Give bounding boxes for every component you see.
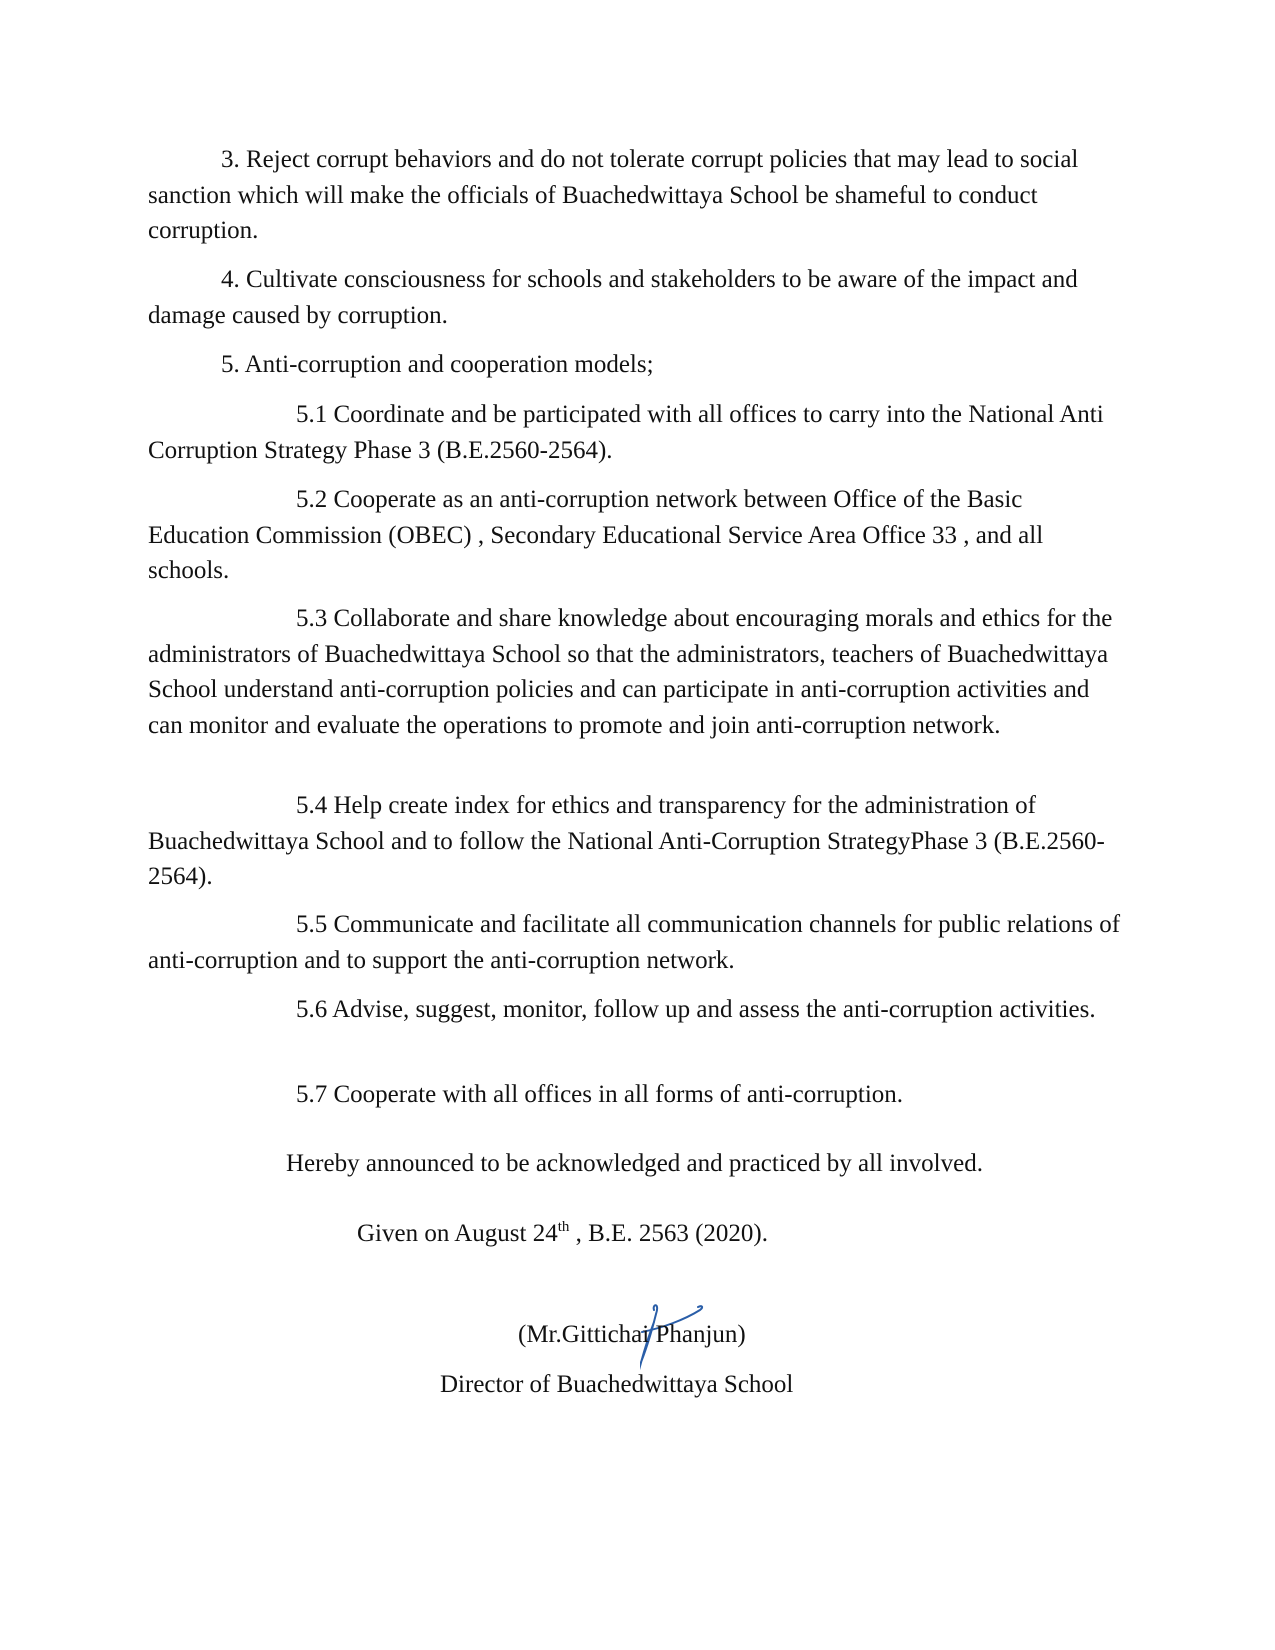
paragraph-5-6: 5.6 Advise, suggest, monitor, follow up and assess the anti-corruption activities. <box>296 996 1096 1023</box>
paragraph-5: 5. Anti-corruption and cooperation models; <box>221 351 654 378</box>
given-date-superscript: th <box>557 1219 570 1235</box>
closing-statement: Hereby announced to be acknowledged and practiced by all involved. <box>286 1150 983 1177</box>
paragraph-5-1: 5.1 Coordinate and be participated with all offices to carry into the National Anti Corruption Strategy Phase 3 (B.E.2560-2564). <box>148 401 1104 464</box>
given-date <box>357 1216 768 1252</box>
signatory-title: Director of Buachedwittaya School <box>440 1371 794 1398</box>
paragraph-3: 3. Reject corrupt behaviors and do not tolerate corrupt policies that may lead to social sanction which will make the officials of Buachedwittaya School be shameful to conduct corruption. <box>148 146 1079 244</box>
paragraph-5-3: 5.3 Collaborate and share knowledge about encouraging morals and ethics for the administrators of Buachedwittaya School so that the administrators, teachers of Buachedwittaya School understand anti-corruption policies and can participate in anti-corruption activities and can monitor and evaluate the operations to promote and join anti-corruption network. <box>148 605 1113 739</box>
paragraph-4: 4. Cultivate consciousness for schools and stakeholders to be aware of the impact and damage caused by corruption. <box>148 266 1078 329</box>
signatory-name: (Mr.Gittichai Phanjun) <box>518 1321 746 1348</box>
given-date-prefix: Given on August 24 <box>357 1220 558 1247</box>
paragraph-5-4: 5.4 Help create index for ethics and transparency for the administration of Buachedwittaya School and to follow the National Anti-Corruption StrategyPhase 3 (B.E.2560-2564). <box>148 792 1105 890</box>
paragraph-5-7: 5.7 Cooperate with all offices in all forms of anti-corruption. <box>296 1081 904 1108</box>
paragraph-5-5: 5.5 Communicate and facilitate all communication channels for public relations of anti-corruption and to support the anti-corruption network. <box>148 911 1121 974</box>
given-date-suffix: , B.E. 2563 (2020). <box>569 1220 768 1247</box>
paragraph-5-2: 5.2 Cooperate as an anti-corruption network between Office of the Basic Education Commission (OBEC) , Secondary Educational Service Area Office 33 , and all schools. <box>148 486 1044 584</box>
